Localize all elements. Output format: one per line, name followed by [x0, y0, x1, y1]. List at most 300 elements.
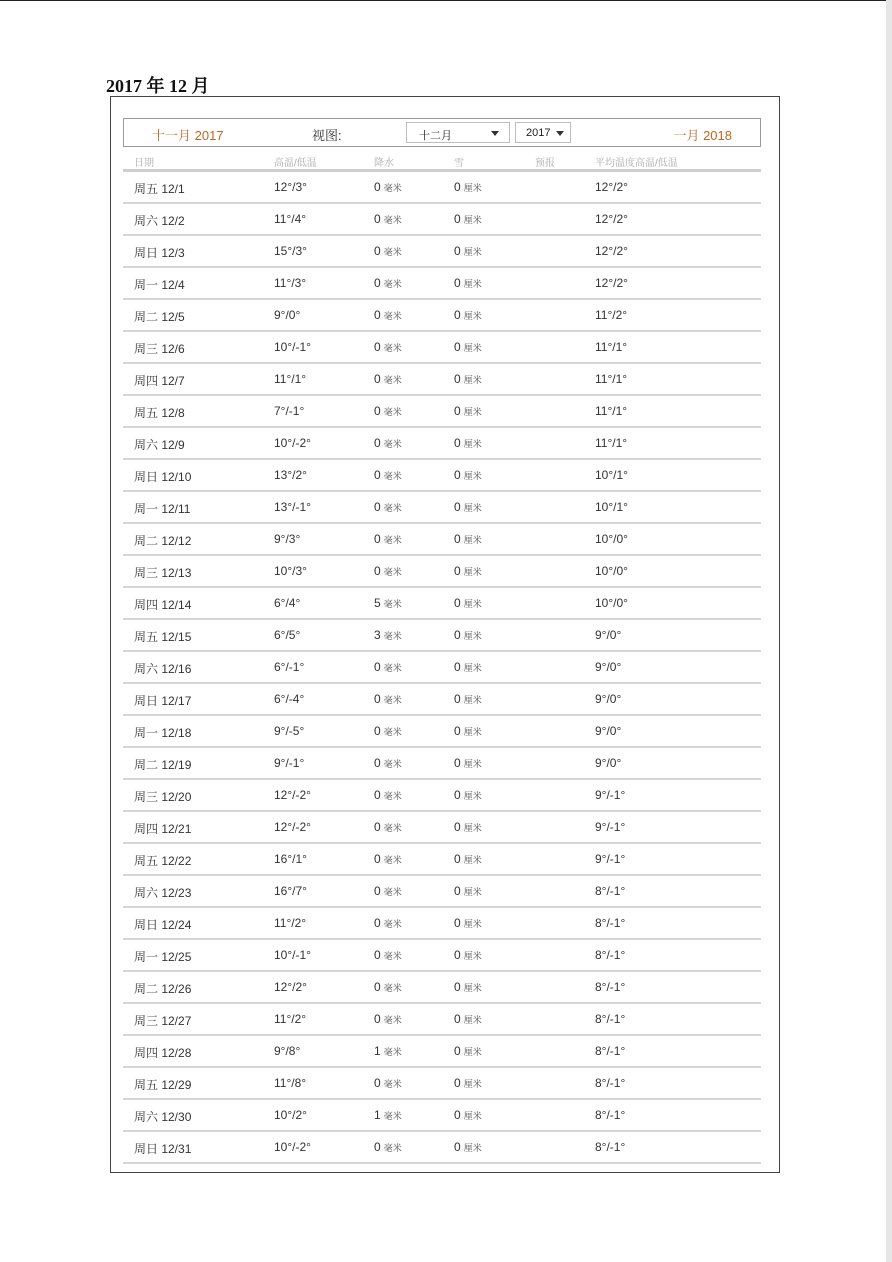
row-date: 周四 12/14 [134, 598, 192, 612]
row-date: 周二 12/19 [134, 758, 192, 772]
row-average: 8°/-1° [595, 948, 626, 962]
precip-unit: 毫米 [383, 343, 402, 353]
row-precip [374, 244, 402, 258]
row-date: 周五 12/22 [134, 854, 192, 868]
row-average: 8°/-1° [595, 916, 626, 930]
precip-unit: 毫米 [383, 759, 402, 769]
precip-value: 0 [374, 884, 381, 898]
precip-value: 0 [374, 788, 381, 802]
precip-unit: 毫米 [383, 663, 402, 673]
row-high-low: 13°/2° [274, 468, 307, 482]
page-top-border [0, 0, 892, 1]
snow-value: 0 [454, 916, 461, 930]
precip-unit: 毫米 [383, 727, 402, 737]
precip-value: 0 [374, 244, 381, 258]
row-high-low: 11°/8° [274, 1076, 307, 1090]
precip-value: 5 [374, 596, 381, 610]
row-date: 周三 12/13 [134, 566, 192, 580]
row-precip [374, 436, 402, 450]
table-row[interactable] [123, 908, 761, 940]
row-high-low: 11°/2° [274, 1012, 307, 1026]
snow-unit: 厘米 [463, 631, 482, 641]
table-row[interactable] [123, 652, 761, 684]
precip-unit: 毫米 [383, 1111, 402, 1121]
row-date: 周一 12/4 [134, 278, 185, 292]
row-high-low: 6°/-1° [274, 660, 305, 674]
row-snow [454, 276, 482, 290]
precip-value: 0 [374, 372, 381, 386]
precip-unit: 毫米 [383, 1015, 402, 1025]
row-high-low: 10°/3° [274, 564, 307, 578]
row-snow [454, 948, 482, 962]
snow-value: 0 [454, 1012, 461, 1026]
row-snow [454, 372, 482, 386]
row-average: 8°/-1° [595, 1108, 626, 1122]
row-precip [374, 372, 402, 386]
precip-unit: 毫米 [383, 695, 402, 705]
row-high-low: 9°/0° [274, 308, 301, 322]
row-average: 8°/-1° [595, 1076, 626, 1090]
precip-unit: 毫米 [383, 535, 402, 545]
snow-value: 0 [454, 564, 461, 578]
row-average: 8°/-1° [595, 1140, 626, 1154]
column-header-date: 日期 [134, 158, 154, 169]
precip-unit: 毫米 [383, 247, 402, 257]
row-date: 周六 12/23 [134, 886, 192, 900]
snow-value: 0 [454, 884, 461, 898]
row-high-low: 15°/3° [274, 244, 307, 258]
row-precip [374, 1140, 402, 1154]
precip-unit: 毫米 [383, 503, 402, 513]
snow-unit: 厘米 [463, 567, 482, 577]
row-date: 周日 12/17 [134, 694, 192, 708]
snow-unit: 厘米 [463, 1111, 482, 1121]
row-high-low: 10°/-1° [274, 340, 311, 354]
snow-unit: 厘米 [463, 759, 482, 769]
snow-unit: 厘米 [463, 311, 482, 321]
table-row[interactable] [123, 1036, 761, 1068]
row-snow [454, 660, 482, 674]
row-high-low: 11°/2° [274, 916, 307, 930]
row-date: 周一 12/18 [134, 726, 192, 740]
snow-unit: 厘米 [463, 439, 482, 449]
row-date: 周五 12/29 [134, 1078, 192, 1092]
precip-value: 0 [374, 852, 381, 866]
row-average: 10°/1° [595, 468, 628, 482]
row-average: 11°/1° [595, 372, 628, 386]
previous-month-link[interactable]: 十一月 2017 [152, 128, 224, 143]
precip-value: 0 [374, 340, 381, 354]
row-high-low: 6°/4° [274, 596, 301, 610]
column-header-forecast: 预报 [535, 158, 555, 169]
precip-unit: 毫米 [383, 311, 402, 321]
row-snow [454, 1076, 482, 1090]
snow-value: 0 [454, 692, 461, 706]
row-precip [374, 500, 402, 514]
row-precip [374, 212, 402, 226]
column-header-precip: 降水 [374, 158, 394, 169]
table-row[interactable] [123, 428, 761, 460]
view-label: 视图: [312, 128, 342, 143]
row-date: 周日 12/10 [134, 470, 192, 484]
row-high-low: 10°/-2° [274, 1140, 311, 1154]
row-snow [454, 788, 482, 802]
row-date: 周六 12/2 [134, 214, 185, 228]
column-header-snow: 雪 [454, 158, 464, 169]
snow-value: 0 [454, 628, 461, 642]
snow-unit: 厘米 [463, 471, 482, 481]
row-snow [454, 820, 482, 834]
row-precip [374, 1044, 402, 1058]
precip-value: 0 [374, 532, 381, 546]
row-high-low: 13°/-1° [274, 500, 311, 514]
table-row[interactable] [123, 1004, 761, 1036]
row-precip [374, 1012, 402, 1026]
next-month-link[interactable]: 一月 2018 [673, 128, 732, 143]
row-precip [374, 276, 402, 290]
snow-value: 0 [454, 724, 461, 738]
table-row[interactable] [123, 396, 761, 428]
row-date: 周六 12/9 [134, 438, 185, 452]
precip-value: 0 [374, 500, 381, 514]
precip-value: 0 [374, 1140, 381, 1154]
column-header-high-low: 高温/低温 [274, 158, 317, 169]
row-average: 12°/2° [595, 212, 628, 226]
row-precip [374, 660, 402, 674]
table-row[interactable] [123, 972, 761, 1004]
precip-unit: 毫米 [383, 471, 402, 481]
precip-value: 0 [374, 916, 381, 930]
snow-unit: 厘米 [463, 695, 482, 705]
row-high-low: 10°/-1° [274, 948, 311, 962]
precip-unit: 毫米 [383, 567, 402, 577]
snow-value: 0 [454, 756, 461, 770]
row-date: 周一 12/11 [134, 502, 191, 516]
table-row[interactable] [123, 780, 761, 812]
row-precip [374, 724, 402, 738]
row-average: 10°/0° [595, 596, 628, 610]
precip-value: 0 [374, 1076, 381, 1090]
table-row[interactable] [123, 716, 761, 748]
row-average: 12°/2° [595, 244, 628, 258]
row-date: 周四 12/7 [134, 374, 185, 388]
snow-unit: 厘米 [463, 503, 482, 513]
row-average: 9°/0° [595, 660, 622, 674]
table-row[interactable] [123, 556, 761, 588]
table-row[interactable] [123, 236, 761, 268]
row-average: 11°/1° [595, 404, 628, 418]
row-average: 8°/-1° [595, 884, 626, 898]
chevron-down-icon [491, 131, 499, 136]
row-precip [374, 180, 402, 194]
row-high-low: 16°/1° [274, 852, 307, 866]
snow-value: 0 [454, 308, 461, 322]
precip-value: 0 [374, 468, 381, 482]
month-select-value: 十二月 [419, 130, 452, 142]
snow-unit: 厘米 [463, 535, 482, 545]
snow-value: 0 [454, 1108, 461, 1122]
row-date: 周六 12/30 [134, 1110, 192, 1124]
row-snow [454, 244, 482, 258]
column-header-average: 平均温度高温/低温 [595, 158, 678, 169]
row-date: 周日 12/3 [134, 246, 185, 260]
row-snow [454, 404, 482, 418]
row-snow [454, 1012, 482, 1026]
precip-unit: 毫米 [383, 183, 402, 193]
row-high-low: 9°/-1° [274, 756, 305, 770]
precip-value: 0 [374, 436, 381, 450]
precip-value: 0 [374, 660, 381, 674]
row-snow [454, 180, 482, 194]
row-high-low: 9°/-5° [274, 724, 305, 738]
precip-unit: 毫米 [383, 919, 402, 929]
precip-value: 0 [374, 276, 381, 290]
precip-unit: 毫米 [383, 279, 402, 289]
table-row[interactable] [123, 876, 761, 908]
row-precip [374, 1108, 402, 1122]
row-precip [374, 1076, 402, 1090]
snow-value: 0 [454, 596, 461, 610]
precip-unit: 毫米 [383, 631, 402, 641]
row-average: 9°/0° [595, 628, 622, 642]
page-heading: 2017 年 12 月 [106, 76, 210, 96]
row-date: 周五 12/8 [134, 406, 185, 420]
row-snow [454, 724, 482, 738]
row-high-low: 12°/-2° [274, 820, 311, 834]
row-date: 周五 12/15 [134, 630, 192, 644]
row-average: 9°/-1° [595, 852, 626, 866]
month-select[interactable] [406, 122, 510, 143]
snow-value: 0 [454, 500, 461, 514]
row-date: 周六 12/16 [134, 662, 192, 676]
row-precip [374, 532, 402, 546]
precip-unit: 毫米 [383, 855, 402, 865]
snow-value: 0 [454, 436, 461, 450]
row-high-low: 12°/2° [274, 980, 307, 994]
row-date: 周三 12/27 [134, 1014, 192, 1028]
row-snow [454, 756, 482, 770]
snow-unit: 厘米 [463, 1047, 482, 1057]
precip-value: 1 [374, 1108, 381, 1122]
row-date: 周四 12/28 [134, 1046, 192, 1060]
precip-value: 0 [374, 212, 381, 226]
table-row[interactable] [123, 620, 761, 652]
snow-value: 0 [454, 1076, 461, 1090]
snow-unit: 厘米 [463, 407, 482, 417]
precip-value: 1 [374, 1044, 381, 1058]
snow-value: 0 [454, 372, 461, 386]
row-precip [374, 596, 402, 610]
row-high-low: 6°/5° [274, 628, 301, 642]
row-date: 周五 12/1 [134, 182, 185, 196]
snow-value: 0 [454, 980, 461, 994]
table-row[interactable] [123, 1132, 761, 1164]
table-row[interactable] [123, 204, 761, 236]
row-snow [454, 308, 482, 322]
precip-unit: 毫米 [383, 599, 402, 609]
row-snow [454, 916, 482, 930]
row-date: 周二 12/5 [134, 310, 185, 324]
table-row[interactable] [123, 588, 761, 620]
snow-value: 0 [454, 820, 461, 834]
row-high-low: 11°/3° [274, 276, 307, 290]
row-precip [374, 884, 402, 898]
precip-unit: 毫米 [383, 439, 402, 449]
table-row[interactable] [123, 492, 761, 524]
weather-calendar-panel [110, 96, 780, 1173]
row-average: 8°/-1° [595, 980, 626, 994]
precip-value: 0 [374, 980, 381, 994]
row-high-low: 10°/-2° [274, 436, 311, 450]
table-row[interactable] [123, 844, 761, 876]
row-snow [454, 436, 482, 450]
table-row[interactable] [123, 1100, 761, 1132]
snow-unit: 厘米 [463, 183, 482, 193]
row-precip [374, 692, 402, 706]
precip-unit: 毫米 [383, 1047, 402, 1057]
row-snow [454, 468, 482, 482]
precip-value: 0 [374, 308, 381, 322]
precip-value: 0 [374, 564, 381, 578]
precip-unit: 毫米 [383, 791, 402, 801]
row-average: 9°/0° [595, 724, 622, 738]
row-snow [454, 340, 482, 354]
row-precip [374, 980, 402, 994]
precip-unit: 毫米 [383, 215, 402, 225]
row-precip [374, 468, 402, 482]
row-high-low: 12°/-2° [274, 788, 311, 802]
snow-unit: 厘米 [463, 727, 482, 737]
snow-unit: 厘米 [463, 791, 482, 801]
precip-value: 0 [374, 1012, 381, 1026]
snow-value: 0 [454, 1140, 461, 1154]
table-row[interactable] [123, 812, 761, 844]
table-row[interactable] [123, 524, 761, 556]
row-snow [454, 1044, 482, 1058]
row-date: 周二 12/26 [134, 982, 192, 996]
snow-unit: 厘米 [463, 951, 482, 961]
snow-value: 0 [454, 948, 461, 962]
table-row[interactable] [123, 940, 761, 972]
snow-unit: 厘米 [463, 247, 482, 257]
row-average: 12°/2° [595, 276, 628, 290]
row-average: 8°/-1° [595, 1012, 626, 1026]
table-row[interactable] [123, 332, 761, 364]
row-date: 周三 12/20 [134, 790, 192, 804]
snow-unit: 厘米 [463, 343, 482, 353]
row-snow [454, 212, 482, 226]
snow-value: 0 [454, 212, 461, 226]
precip-value: 0 [374, 820, 381, 834]
row-precip [374, 564, 402, 578]
row-snow [454, 980, 482, 994]
table-header [123, 149, 761, 169]
row-precip [374, 340, 402, 354]
precip-unit: 毫米 [383, 887, 402, 897]
year-select[interactable] [515, 122, 571, 143]
snow-value: 0 [454, 1044, 461, 1058]
snow-value: 0 [454, 340, 461, 354]
precip-unit: 毫米 [383, 1079, 402, 1089]
precip-value: 0 [374, 948, 381, 962]
table-row[interactable] [123, 460, 761, 492]
table-row[interactable] [123, 1068, 761, 1100]
row-snow [454, 596, 482, 610]
row-average: 11°/2° [595, 308, 628, 322]
row-date: 周一 12/25 [134, 950, 192, 964]
precip-value: 0 [374, 692, 381, 706]
row-snow [454, 852, 482, 866]
row-precip [374, 916, 402, 930]
row-snow [454, 1140, 482, 1154]
row-average: 9°/0° [595, 756, 622, 770]
precip-unit: 毫米 [383, 951, 402, 961]
table-row[interactable] [123, 684, 761, 716]
snow-unit: 厘米 [463, 663, 482, 673]
row-snow [454, 564, 482, 578]
row-snow [454, 628, 482, 642]
table-row[interactable] [123, 300, 761, 332]
row-average: 12°/2° [595, 180, 628, 194]
row-average: 8°/-1° [595, 1044, 626, 1058]
row-average: 9°/-1° [595, 820, 626, 834]
snow-unit: 厘米 [463, 919, 482, 929]
row-snow [454, 532, 482, 546]
snow-unit: 厘米 [463, 887, 482, 897]
snow-value: 0 [454, 468, 461, 482]
row-precip [374, 852, 402, 866]
table-body [123, 172, 761, 1164]
page-edge-shadow [886, 0, 892, 1262]
table-row[interactable] [123, 364, 761, 396]
snow-value: 0 [454, 788, 461, 802]
precip-value: 3 [374, 628, 381, 642]
year-select-value: 2017 [526, 127, 551, 139]
row-high-low: 12°/3° [274, 180, 307, 194]
month-navigation-bar [123, 118, 761, 147]
snow-value: 0 [454, 244, 461, 258]
snow-value: 0 [454, 532, 461, 546]
row-average: 10°/1° [595, 500, 628, 514]
snow-unit: 厘米 [463, 215, 482, 225]
snow-unit: 厘米 [463, 823, 482, 833]
row-high-low: 16°/7° [274, 884, 307, 898]
precip-unit: 毫米 [383, 823, 402, 833]
row-precip [374, 948, 402, 962]
row-date: 周日 12/24 [134, 918, 192, 932]
row-precip [374, 788, 402, 802]
row-average: 11°/1° [595, 436, 628, 450]
snow-unit: 厘米 [463, 1143, 482, 1153]
row-high-low: 10°/2° [274, 1108, 307, 1122]
table-row[interactable] [123, 268, 761, 300]
row-precip [374, 628, 402, 642]
precip-value: 0 [374, 404, 381, 418]
table-row[interactable] [123, 748, 761, 780]
row-snow [454, 500, 482, 514]
precip-unit: 毫米 [383, 983, 402, 993]
row-snow [454, 692, 482, 706]
row-average: 9°/-1° [595, 788, 626, 802]
table-row[interactable] [123, 172, 761, 204]
snow-unit: 厘米 [463, 983, 482, 993]
snow-unit: 厘米 [463, 855, 482, 865]
snow-value: 0 [454, 180, 461, 194]
row-date: 周二 12/12 [134, 534, 192, 548]
row-precip [374, 308, 402, 322]
row-average: 11°/1° [595, 340, 628, 354]
row-high-low: 9°/3° [274, 532, 301, 546]
